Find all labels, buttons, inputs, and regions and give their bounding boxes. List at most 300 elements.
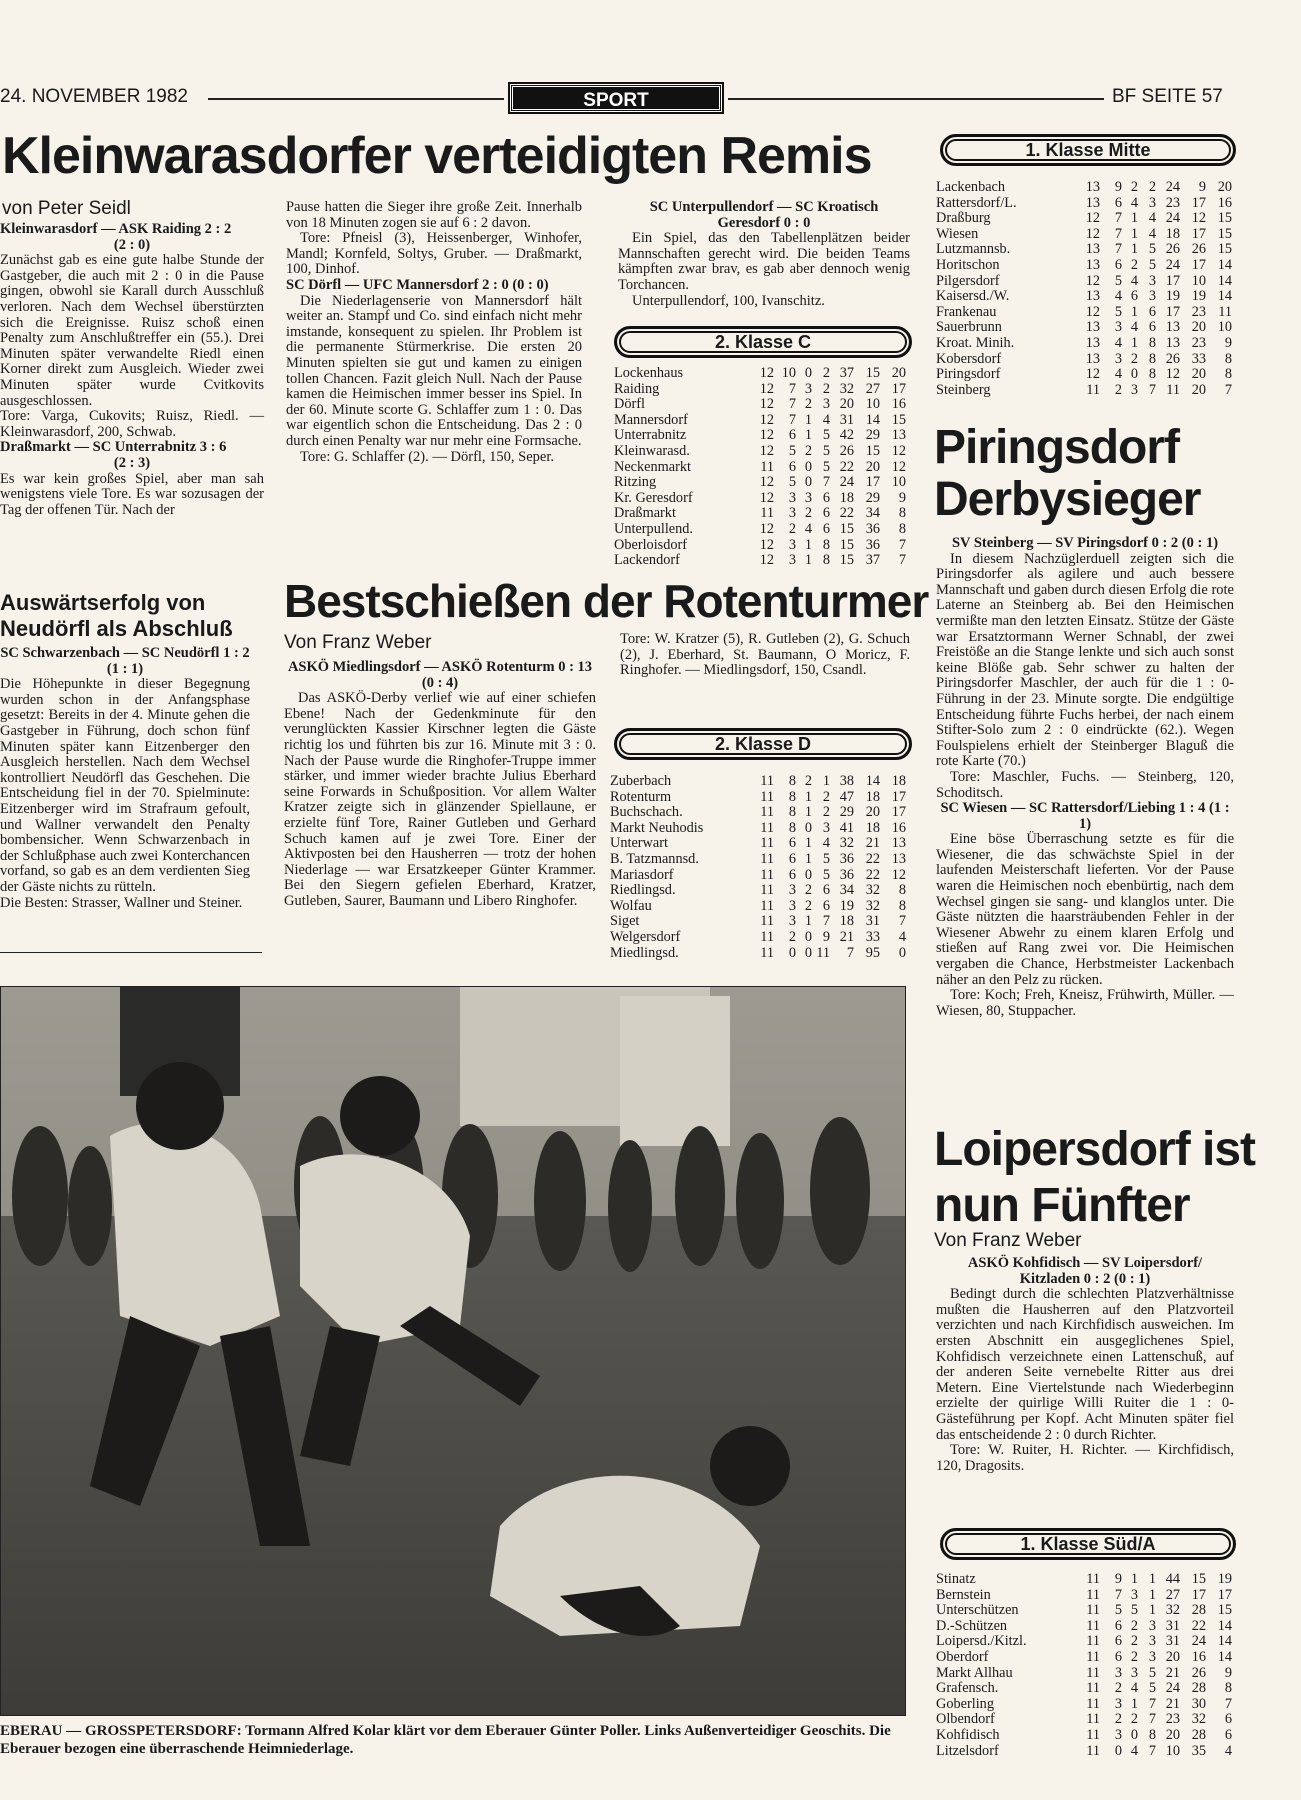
stat-cell: 0 — [1114, 1742, 1122, 1759]
table-row — [936, 274, 1232, 290]
stat-cell: 11 — [1086, 1742, 1100, 1759]
stat-cell: 18 — [1165, 225, 1180, 242]
team-name: Lackenbach — [936, 179, 1006, 195]
stat-cell: 0 — [1130, 366, 1138, 383]
stat-cell: 23 — [1165, 1711, 1180, 1728]
stat-cell: 23 — [1191, 334, 1206, 351]
stat-cell: 36 — [865, 520, 880, 537]
stat-cell: 11 — [1086, 1711, 1100, 1728]
stat-cell: 1 — [1148, 1602, 1156, 1619]
team-name: Kaisersd./W. — [936, 288, 1010, 305]
team-name: Riedlingsd. — [610, 882, 676, 899]
stat-cell: 3 — [788, 913, 796, 930]
stat-cell: 6 — [822, 520, 830, 537]
stat-cell: 10 — [1191, 272, 1206, 289]
stat-cell: 5 — [822, 458, 830, 475]
stat-cell: 15 — [839, 552, 854, 569]
stat-cell: 4 — [1130, 319, 1138, 336]
stat-cell: 3 — [822, 819, 830, 836]
stat-cell: 17 — [1191, 225, 1206, 242]
stat-cell: 11 — [760, 850, 774, 867]
table-row — [614, 428, 906, 444]
table-row — [936, 258, 1232, 274]
stat-cell: 1 — [1130, 210, 1138, 227]
stat-cell: 17 — [1165, 272, 1180, 289]
team-name: Lockenhaus — [614, 365, 684, 381]
stat-cell: 2 — [1130, 1711, 1138, 1728]
stat-cell: 24 — [1165, 256, 1180, 273]
header-rule-left — [208, 98, 504, 100]
table-row — [936, 211, 1232, 227]
table-row — [936, 227, 1232, 243]
team-name: Grafensch. — [936, 1680, 999, 1697]
paragraph: Bedingt durch die schlechten Platzverhältnisse mußten die Hausherren auf den Platzvorteil verzichten und nach Kirchfidisch ausweichen. Im ersten Abschnitt ein ausgeglichenes Spiel, Kohfidisch verzeichnete einen Lattenschuß, auf der anderen Seite vernebelte Ritter aus drei Metern. Eine Viertelstunde nach Wiederbeginn erzielte der quirlige Willi Ruiter die 1 : 0-Gästeführung per Kopf. Acht Minuten später fiel das entscheidende 2 : 0 durch Richter. — [936, 1286, 1234, 1443]
stat-cell: 11 — [760, 866, 774, 883]
stat-cell: 1 — [804, 411, 812, 428]
stat-cell: 41 — [839, 819, 854, 836]
table-row — [610, 883, 906, 899]
stat-cell: 0 — [804, 474, 812, 491]
stat-cell: 7 — [1114, 225, 1122, 242]
table-title-1-klasse-mitte: 1. Klasse Mitte — [940, 134, 1236, 166]
table-row — [936, 352, 1232, 368]
team-name: Markt Neuhodis — [610, 819, 704, 836]
stat-cell: 22 — [839, 505, 854, 522]
stat-cell: 11 — [760, 458, 774, 475]
stat-cell: 2 — [1130, 179, 1138, 195]
stat-cell: 19 — [1217, 1571, 1232, 1587]
paragraph: Das ASKÖ-Derby verlief wie auf einer schiefen Ebene! Nach der Gedenkminute für den verunglückten Kassier Kirschner legten die Gäste richtig los und führten bis zur 16. Minute mit 3 : 0. Nach der Pause wurde die Ringhofer-Truppe immer stärker, und immer wieder brachte Julius Eberhard seine Forwards in Schußposition. Vor allem Walter Kratzer zeigte sich in glänzender Spiellaune, er erzielte fünf Tore, Rainer Gutleben und Gerhard Schuch kamen auf je zwei Tore. Einer der Aktivposten bei den Hausherren — trotz der hohen Niederlage — war Ersatzkeeper Günter Krammer. Bei den Siegern gefielen Eberhard, Kratzer, Gutleben, Saurer, Baumann und Libero Ringhofer. — [284, 690, 596, 909]
team-name: Frankenau — [936, 303, 997, 320]
stat-cell: 20 — [865, 458, 880, 475]
stat-cell: 6 — [788, 427, 796, 444]
stat-cell: 95 — [865, 944, 880, 961]
table-row — [936, 1634, 1232, 1650]
stat-cell: 6 — [788, 866, 796, 883]
stat-cell: 13 — [891, 835, 906, 852]
stat-cell: 36 — [839, 866, 854, 883]
stat-cell: 11 — [1086, 1726, 1100, 1743]
match-photo — [0, 986, 906, 1716]
stat-cell: 28 — [1191, 1726, 1206, 1743]
stat-cell: 15 — [1217, 210, 1232, 227]
stat-cell: 12 — [759, 411, 774, 428]
stat-cell: 15 — [839, 536, 854, 553]
article-loipersdorf-body — [936, 1256, 1234, 1474]
stat-cell: 9 — [1114, 1571, 1122, 1587]
table-row — [936, 289, 1232, 305]
stat-cell: 0 — [804, 458, 812, 475]
table-row — [936, 1666, 1232, 1682]
stat-cell: 0 — [804, 365, 812, 381]
table-row — [936, 336, 1232, 352]
stat-cell: 11 — [1218, 303, 1232, 320]
stat-cell: 11 — [760, 819, 774, 836]
stat-cell: 5 — [1130, 1602, 1138, 1619]
headline-rotenturmer: Bestschießen der Rotenturmer — [284, 575, 929, 627]
stat-cell: 5 — [1114, 303, 1122, 320]
stat-cell: 4 — [1130, 1680, 1138, 1697]
stat-cell: 12 — [1085, 366, 1100, 383]
stat-cell: 11 — [760, 773, 774, 789]
table-row — [614, 506, 906, 522]
stat-cell: 37 — [839, 365, 854, 381]
table-row — [610, 868, 906, 884]
table-row — [610, 899, 906, 915]
standings-table-1-klasse-mitte — [936, 180, 1232, 398]
stat-cell: 24 — [1165, 179, 1180, 195]
team-name: Mannersdorf — [614, 411, 688, 428]
stat-cell: 15 — [865, 365, 880, 381]
stat-cell: 2 — [822, 365, 830, 381]
stat-cell: 7 — [1148, 1695, 1156, 1712]
stat-cell: 2 — [804, 442, 812, 459]
stat-cell: 3 — [1148, 1633, 1156, 1650]
stat-cell: 8 — [1224, 366, 1232, 383]
stat-cell: 17 — [1191, 194, 1206, 211]
stat-cell: 8 — [1148, 350, 1156, 367]
stat-cell: 11 — [760, 897, 774, 914]
stat-cell: 3 — [804, 489, 812, 506]
stat-cell: 3 — [788, 489, 796, 506]
stat-cell: 4 — [1114, 366, 1122, 383]
team-name: Markt Allhau — [936, 1664, 1013, 1681]
team-name: Miedlingsd. — [610, 944, 679, 961]
table-row — [936, 1744, 1232, 1760]
stat-cell: 13 — [891, 850, 906, 867]
article-divider — [0, 952, 262, 953]
stat-cell: 15 — [865, 442, 880, 459]
stat-cell: 4 — [898, 928, 906, 945]
stat-cell: 19 — [1191, 288, 1206, 305]
stat-cell: 5 — [822, 427, 830, 444]
stat-cell: 12 — [759, 520, 774, 537]
stat-cell: 15 — [1217, 241, 1232, 258]
stat-cell: 26 — [1191, 1664, 1206, 1681]
team-name: Unterwart — [610, 835, 668, 852]
headline-piringsdorf — [934, 422, 1200, 526]
stat-cell: 18 — [891, 773, 906, 789]
stat-cell: 11 — [1086, 1648, 1100, 1665]
table-row — [936, 1588, 1232, 1604]
stat-cell: 2 — [1130, 1648, 1138, 1665]
stat-cell: 14 — [1217, 1617, 1232, 1634]
stat-cell: 12 — [759, 396, 774, 413]
table-row — [936, 1697, 1232, 1713]
table-row — [610, 852, 906, 868]
stat-cell: 11 — [1086, 1695, 1100, 1712]
headline-neudoerfl-wrap — [0, 590, 262, 640]
stat-cell: 11 — [1086, 1617, 1100, 1634]
stat-cell: 33 — [1191, 350, 1206, 367]
stat-cell: 3 — [788, 536, 796, 553]
stat-cell: 11 — [1086, 1633, 1100, 1650]
stat-cell: 2 — [822, 380, 830, 397]
stat-cell: 20 — [1165, 1726, 1180, 1743]
team-name: Pilgersdorf — [936, 272, 1000, 289]
table-row — [610, 914, 906, 930]
stat-cell: 28 — [1191, 1602, 1206, 1619]
stat-cell: 17 — [891, 804, 906, 821]
table-row — [610, 821, 906, 837]
stat-cell: 5 — [822, 866, 830, 883]
stat-cell: 22 — [839, 458, 854, 475]
stat-cell: 13 — [1085, 194, 1100, 211]
table-row — [936, 383, 1232, 399]
headline-piringsdorf-line2: Derbysieger — [934, 473, 1201, 526]
stat-cell: 4 — [1114, 334, 1122, 351]
stat-cell: 17 — [865, 474, 880, 491]
stat-cell: 19 — [1165, 288, 1180, 305]
stat-cell: 0 — [898, 944, 906, 961]
stat-cell: 5 — [788, 442, 796, 459]
stat-cell: 20 — [1191, 366, 1206, 383]
stat-cell: 3 — [1148, 288, 1156, 305]
team-name: Mariasdorf — [610, 866, 674, 883]
stat-cell: 8 — [1224, 1680, 1232, 1697]
stat-cell: 36 — [865, 536, 880, 553]
stat-cell: 34 — [865, 505, 880, 522]
table-title-1-klasse-sued-a: 1. Klasse Süd/A — [940, 1528, 1236, 1560]
stat-cell: 14 — [1217, 256, 1232, 273]
table-row — [936, 1603, 1232, 1619]
team-name: Buchschach. — [610, 804, 683, 821]
stat-cell: 11 — [760, 505, 774, 522]
table-row — [610, 946, 906, 962]
stat-cell: 11 — [1086, 1664, 1100, 1681]
paragraph: Zunächst gab es eine gute halbe Stunde der Gastgeber, die auch mit 2 : 0 in die Pause gingen, obwohl sie Karall durch Ausschluß verloren. Nach dem Wechsel überstürzten sich die Ereignisse. Ruisz schoß einen Penalty zum Anschlußtreffer ein (55.). Drei Minuten später verwandelte Riedl einen Korner direkt zum Ausgleich. Wieder zwei Minuten später wurde Cvitkovits ausgeschlossen. — [0, 252, 264, 409]
stat-cell: 3 — [1114, 350, 1122, 367]
team-name: Horitschon — [936, 256, 1000, 273]
paragraph: Tore: Pfneisl (3), Heissenberger, Winhofer, Mandl; Kornfeld, Soltys, Gruber. — Draßmarkt, 100, Dinhof. — [286, 230, 582, 278]
stat-cell: 42 — [839, 427, 854, 444]
team-name: Neckenmarkt — [614, 458, 692, 475]
table-row — [936, 1712, 1232, 1728]
table-row — [936, 196, 1232, 212]
stat-cell: 6 — [1114, 1633, 1122, 1650]
stat-cell: 17 — [1191, 256, 1206, 273]
stat-cell: 3 — [788, 882, 796, 899]
stat-cell: 13 — [1085, 179, 1100, 195]
stat-cell: 35 — [1191, 1742, 1206, 1759]
stat-cell: 11 — [760, 944, 774, 961]
headline-loipersdorf-line2: nun Fünfter — [934, 1179, 1190, 1232]
stat-cell: 24 — [839, 474, 854, 491]
headline-piringsdorf-line1: Piringsdorf — [934, 421, 1180, 474]
stat-cell: 2 — [822, 788, 830, 805]
stat-cell: 12 — [759, 536, 774, 553]
team-name: Welgersdorf — [610, 928, 681, 945]
stat-cell: 8 — [788, 819, 796, 836]
stat-cell: 10 — [891, 474, 906, 491]
stat-cell: 36 — [839, 850, 854, 867]
stat-cell: 20 — [891, 365, 906, 381]
stat-cell: 24 — [1165, 1680, 1180, 1697]
table-row — [614, 413, 906, 429]
stat-cell: 1 — [822, 773, 830, 789]
table-row — [610, 774, 906, 790]
match-photo-illustration — [0, 986, 906, 1716]
stat-cell: 11 — [760, 804, 774, 821]
paragraph: Die Höhepunkte in dieser Begegnung wurden schon in der Anfangsphase gesetzt: Bereits in der 4. Minute gehen die Gastgeber in Führung, doch schon fünf Minuten später kann Eitzenberger den Ausgleich herstellen. Nach dem Wechsel kontrolliert Neudörfl das Geschehen. Die Entscheidung fiel in der 70. Spielminute: Eitzenberger wird im Strafraum gefoult, und Wallner verwandelt den Penalty bombensicher. Wenn Schwarzenbach in der Schlußphase auch zwei Konterchancen vorfand, so gab es an dem verdienten Sieg der Gäste nichts zu rütteln. — [0, 676, 250, 895]
team-name: Goberling — [936, 1695, 994, 1712]
stat-cell: 8 — [822, 552, 830, 569]
stat-cell: 5 — [788, 474, 796, 491]
stat-cell: 14 — [1217, 1648, 1232, 1665]
table-row — [936, 1650, 1232, 1666]
stat-cell: 31 — [839, 411, 854, 428]
team-name: Rattersdorf/L. — [936, 194, 1017, 211]
table-row — [614, 382, 906, 398]
stat-cell: 4 — [1148, 225, 1156, 242]
stat-cell: 15 — [839, 520, 854, 537]
stat-cell: 6 — [1130, 288, 1138, 305]
team-name: Wiesen — [936, 225, 979, 242]
stat-cell: 12 — [891, 458, 906, 475]
table-row — [936, 305, 1232, 321]
stat-cell: 11 — [760, 882, 774, 899]
stat-cell: 8 — [1148, 366, 1156, 383]
table-row — [614, 397, 906, 413]
stat-cell: 2 — [788, 928, 796, 945]
stat-cell: 27 — [865, 380, 880, 397]
stat-cell: 9 — [1198, 179, 1206, 195]
stat-cell: 47 — [839, 788, 854, 805]
team-name: Loipersd./Kitzl. — [936, 1633, 1027, 1650]
stat-cell: 17 — [1191, 1586, 1206, 1603]
stat-cell: 32 — [865, 897, 880, 914]
stat-cell: 5 — [1148, 241, 1156, 258]
stat-cell: 11 — [760, 928, 774, 945]
stat-cell: 0 — [804, 928, 812, 945]
stat-cell: 17 — [1165, 303, 1180, 320]
stat-cell: 24 — [1191, 1633, 1206, 1650]
stat-cell: 7 — [822, 474, 830, 491]
stat-cell: 6 — [1114, 1648, 1122, 1665]
table-row — [614, 475, 906, 491]
stat-cell: 22 — [865, 850, 880, 867]
team-name: Olbendorf — [936, 1711, 995, 1728]
team-name: Ritzing — [614, 474, 657, 491]
table-row — [936, 1572, 1232, 1588]
stat-cell: 1 — [804, 850, 812, 867]
stat-cell: 6 — [822, 897, 830, 914]
headline-loipersdorf — [934, 1122, 1255, 1234]
stat-cell: 5 — [1148, 256, 1156, 273]
photo-caption: EBERAU — GROSSPETERSDORF: Tormann Alfred Kolar klärt vor dem Eberauer Günter Poller. Links Außenverteidiger Geoschits. Die Eberauer bezogen eine überraschende Heimniederlage. — [0, 1723, 891, 1757]
stat-cell: 12 — [759, 474, 774, 491]
stat-cell: 6 — [822, 489, 830, 506]
stat-cell: 31 — [865, 913, 880, 930]
paragraph: Tore: W. Ruiter, H. Richter. — Kirchfidisch, 120, Dragosits. — [936, 1442, 1234, 1474]
stat-cell: 13 — [1085, 288, 1100, 305]
stat-cell: 6 — [788, 850, 796, 867]
table-row — [614, 366, 906, 382]
team-name: Oberdorf — [936, 1648, 989, 1665]
stat-cell: 20 — [839, 396, 854, 413]
stat-cell: 3 — [1148, 272, 1156, 289]
stat-cell: 26 — [1191, 241, 1206, 258]
stat-cell: 7 — [898, 552, 906, 569]
headline-kleinwarasdorf: Kleinwarasdorfer verteidigten Remis — [2, 127, 872, 185]
stat-cell: 4 — [804, 520, 812, 537]
stat-cell: 6 — [1114, 1617, 1122, 1634]
article-neudoerfl-body — [0, 646, 250, 911]
stat-cell: 11 — [1086, 1680, 1100, 1697]
team-name: Stinatz — [936, 1571, 976, 1587]
stat-cell: 18 — [839, 489, 854, 506]
article1-column-1 — [0, 222, 264, 518]
stat-cell: 21 — [1165, 1664, 1180, 1681]
table-row — [936, 1619, 1232, 1635]
stat-cell: 26 — [1165, 241, 1180, 258]
team-name: Lackendorf — [614, 552, 680, 569]
stat-cell: 17 — [891, 380, 906, 397]
stat-cell: 18 — [865, 788, 880, 805]
stat-cell: 1 — [804, 804, 812, 821]
page-number: BF SEITE 57 — [1112, 86, 1223, 107]
stat-cell: 15 — [1217, 1602, 1232, 1619]
paragraph: Eine böse Überraschung setzte es für die Wiesener, die das schwächste Spiel in der laufenden Meisterschaft lieferten. Vor der Pause waren die Heimischen noch ebenbürtig, nach dem Wechsel gingen sie sang- und klanglos unter. Die Gäste nützten die haarsträubenden Fehler in der Wiesener Abwehr zu einem klaren Erfolg und stießen auf Rang zwei vor. Die Heimischen vergaben die Chance, Herbstmeister Lackenbach näher an den Pelz zu rücken. — [936, 831, 1234, 988]
table-row — [936, 320, 1232, 336]
stat-cell: 5 — [1148, 1664, 1156, 1681]
paragraph: ASKÖ Miedlingsdorf — ASKÖ Rotenturm 0 : 13 (0 : 4) — [287, 659, 593, 691]
stat-cell: 31 — [1165, 1633, 1180, 1650]
stat-cell: 3 — [788, 897, 796, 914]
stat-cell: 21 — [839, 928, 854, 945]
stat-cell: 8 — [898, 897, 906, 914]
stat-cell: 2 — [1148, 179, 1156, 195]
stat-cell: 1 — [804, 536, 812, 553]
stat-cell: 33 — [865, 928, 880, 945]
stat-cell: 29 — [839, 804, 854, 821]
stat-cell: 2 — [822, 804, 830, 821]
team-name: Kroat. Minih. — [936, 334, 1015, 351]
stat-cell: 13 — [1085, 256, 1100, 273]
article1-column-3 — [618, 200, 910, 309]
stat-cell: 1 — [1130, 241, 1138, 258]
stat-cell: 14 — [1217, 272, 1232, 289]
stat-cell: 2 — [788, 520, 796, 537]
stat-cell: 7 — [1148, 1711, 1156, 1728]
stat-cell: 3 — [1130, 381, 1138, 398]
stat-cell: 7 — [1114, 241, 1122, 258]
stat-cell: 12 — [1085, 210, 1100, 227]
paragraph: SC Wiesen — SC Rattersdorf/Liebing 1 : 4 (1 : 1) — [940, 800, 1230, 832]
stat-cell: 15 — [891, 411, 906, 428]
stat-cell: 12 — [759, 365, 774, 381]
stat-cell: 1 — [1130, 303, 1138, 320]
stat-cell: 10 — [1217, 319, 1232, 336]
paragraph: (2 : 3) — [113, 454, 151, 471]
stat-cell: 3 — [1114, 1726, 1122, 1743]
stat-cell: 20 — [1191, 381, 1206, 398]
stat-cell: 0 — [1130, 1726, 1138, 1743]
stat-cell: 5 — [1148, 1680, 1156, 1697]
stat-cell: 3 — [1114, 1695, 1122, 1712]
byline-franz-weber-2: Von Franz Weber — [284, 632, 432, 653]
team-name: Zuberbach — [610, 773, 672, 789]
stat-cell: 3 — [804, 380, 812, 397]
paragraph: Draßmarkt — SC Unterrabnitz 3 : 6 — [0, 439, 227, 456]
table-row — [614, 538, 906, 554]
table-row — [936, 1728, 1232, 1744]
stat-cell: 24 — [1165, 210, 1180, 227]
team-name: D.-Schützen — [936, 1617, 1008, 1634]
stat-cell: 11 — [760, 835, 774, 852]
stat-cell: 1 — [804, 427, 812, 444]
stat-cell: 26 — [1165, 350, 1180, 367]
